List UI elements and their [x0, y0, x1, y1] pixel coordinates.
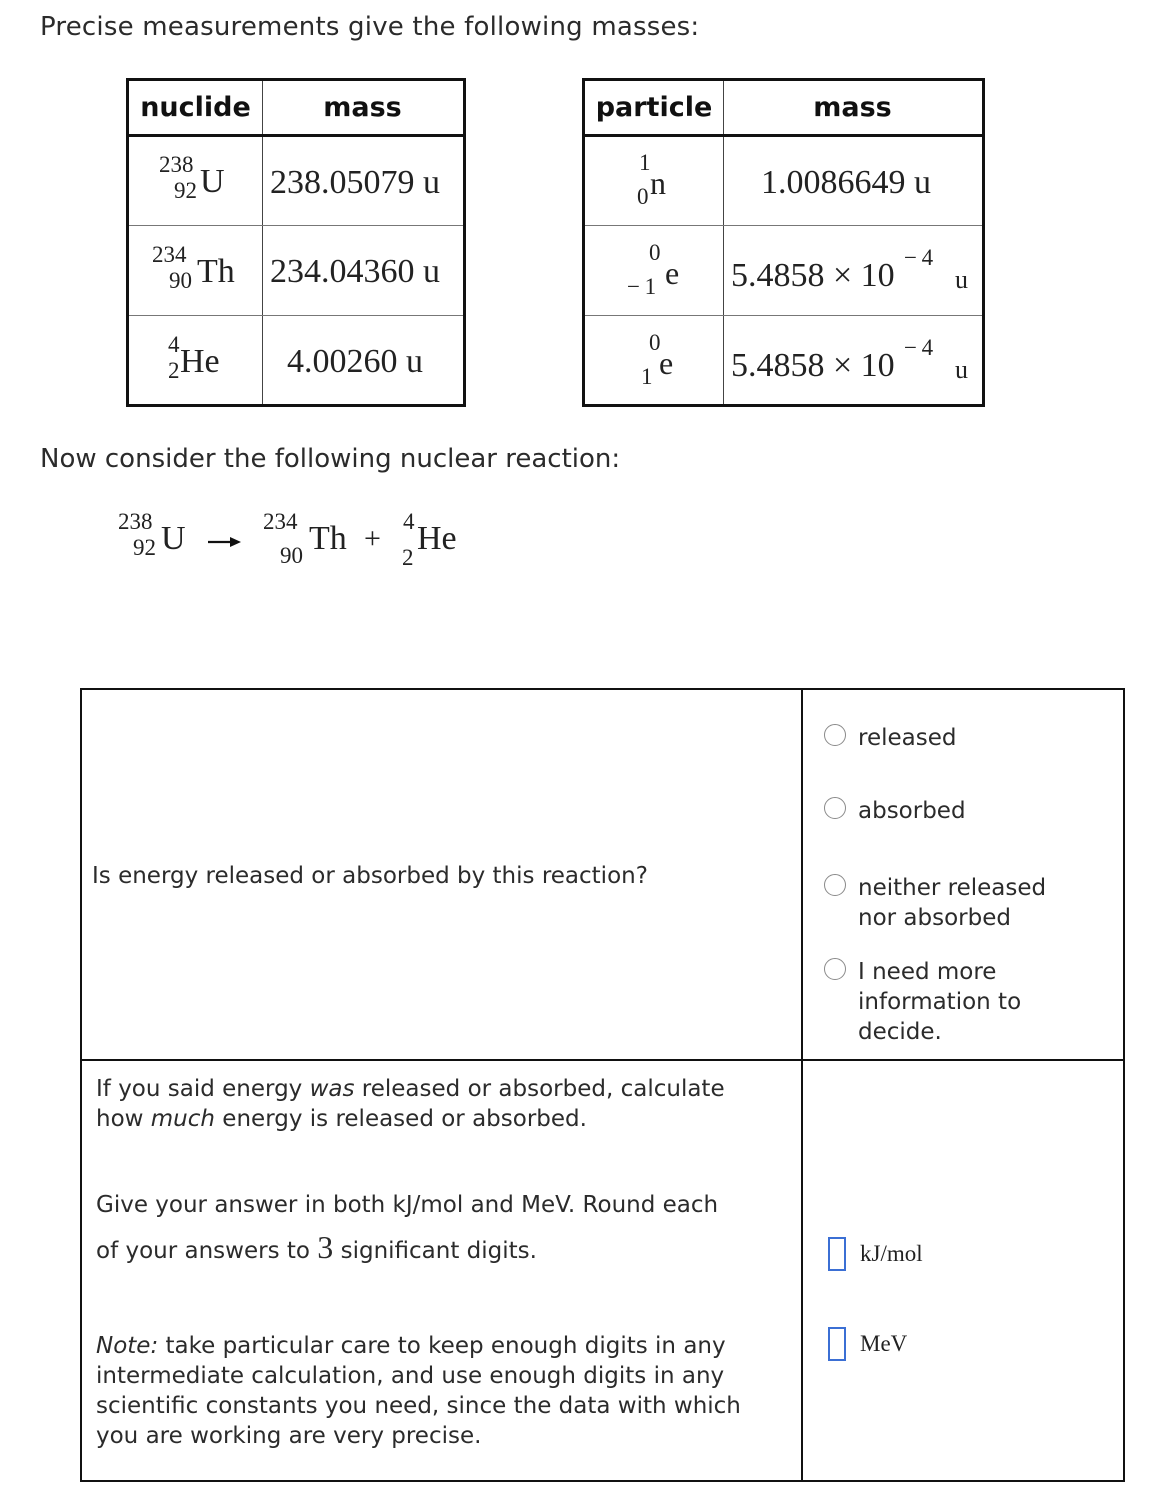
mev-unit-label: MeV — [860, 1331, 908, 1356]
kjmol-unit-label: kJ/mol — [860, 1241, 923, 1266]
reaction-plus: + — [364, 522, 381, 555]
radio-released[interactable] — [824, 724, 846, 746]
option-released[interactable] — [824, 723, 956, 753]
option-neither[interactable] — [824, 873, 1046, 933]
kjmol-answer-input[interactable] — [828, 1237, 846, 1271]
nuclide-header: nuclide — [140, 92, 251, 123]
mass-electron-exponent: − 4 — [904, 245, 934, 270]
mass-electron-unit: u — [955, 265, 968, 294]
mass-electron-base: 5.4858 × 10 — [731, 257, 895, 294]
question2-instructions: Give your answer in both kJ/mol and MeV. Round each of your answers to 3 significant digits. — [96, 1192, 719, 1265]
particle-table: particle mass 1 0 n 1.0086649 u 0 − 1 e 5.4858 × 10 − 4 u 0 1 e 5.4858 × 10 − 4 u — [582, 78, 985, 407]
reaction-arrow-icon — [208, 535, 242, 549]
option-need-more-info-label: I need more information to decide. — [858, 959, 1022, 1045]
option-absorbed-label: absorbed — [858, 798, 966, 824]
mass-u238: 238.05079 u — [270, 164, 440, 201]
mass-neutron: 1.0086649 u — [761, 164, 931, 201]
option-released-label: released — [858, 725, 957, 751]
radio-neither[interactable] — [824, 874, 846, 896]
mev-answer-input[interactable] — [828, 1327, 846, 1361]
question2-note: Note: take particular care to keep enough digits in any intermediate calculation, and use enough digits in any scientific constants you need, since the data with which you are working are very precise. — [96, 1333, 741, 1449]
mass-th234: 234.04360 u — [270, 253, 440, 290]
intro-text: Precise measurements give the following masses: — [40, 12, 700, 42]
particle-mass-header: mass — [813, 92, 892, 123]
radio-need-more-info[interactable] — [824, 958, 846, 980]
question-table — [80, 688, 1125, 1482]
mass-positron-exponent: − 4 — [904, 335, 934, 360]
option-absorbed[interactable] — [824, 796, 966, 826]
question2-prompt: If you said energy was released or absorbed, calculate how much energy is released or absorbed. — [96, 1076, 725, 1132]
mass-header: mass — [323, 92, 402, 123]
mass-positron-base: 5.4858 × 10 — [731, 347, 895, 384]
particle-header: particle — [595, 92, 713, 123]
option-neither-label: neither released nor absorbed — [858, 875, 1047, 931]
question1-prompt: Is energy released or absorbed by this reaction? — [92, 863, 648, 889]
mass-positron-unit: u — [955, 355, 968, 384]
nuclide-table: nuclide mass 238 92 U 238.05079 u 234 90 Th 234.04360 u 4 2 He 4.00260 u — [126, 78, 466, 407]
option-need-more-info[interactable] — [824, 957, 1021, 1047]
radio-absorbed[interactable] — [824, 797, 846, 819]
consider-text: Now consider the following nuclear reaction: — [40, 444, 621, 474]
mass-he4: 4.00260 u — [287, 343, 423, 380]
